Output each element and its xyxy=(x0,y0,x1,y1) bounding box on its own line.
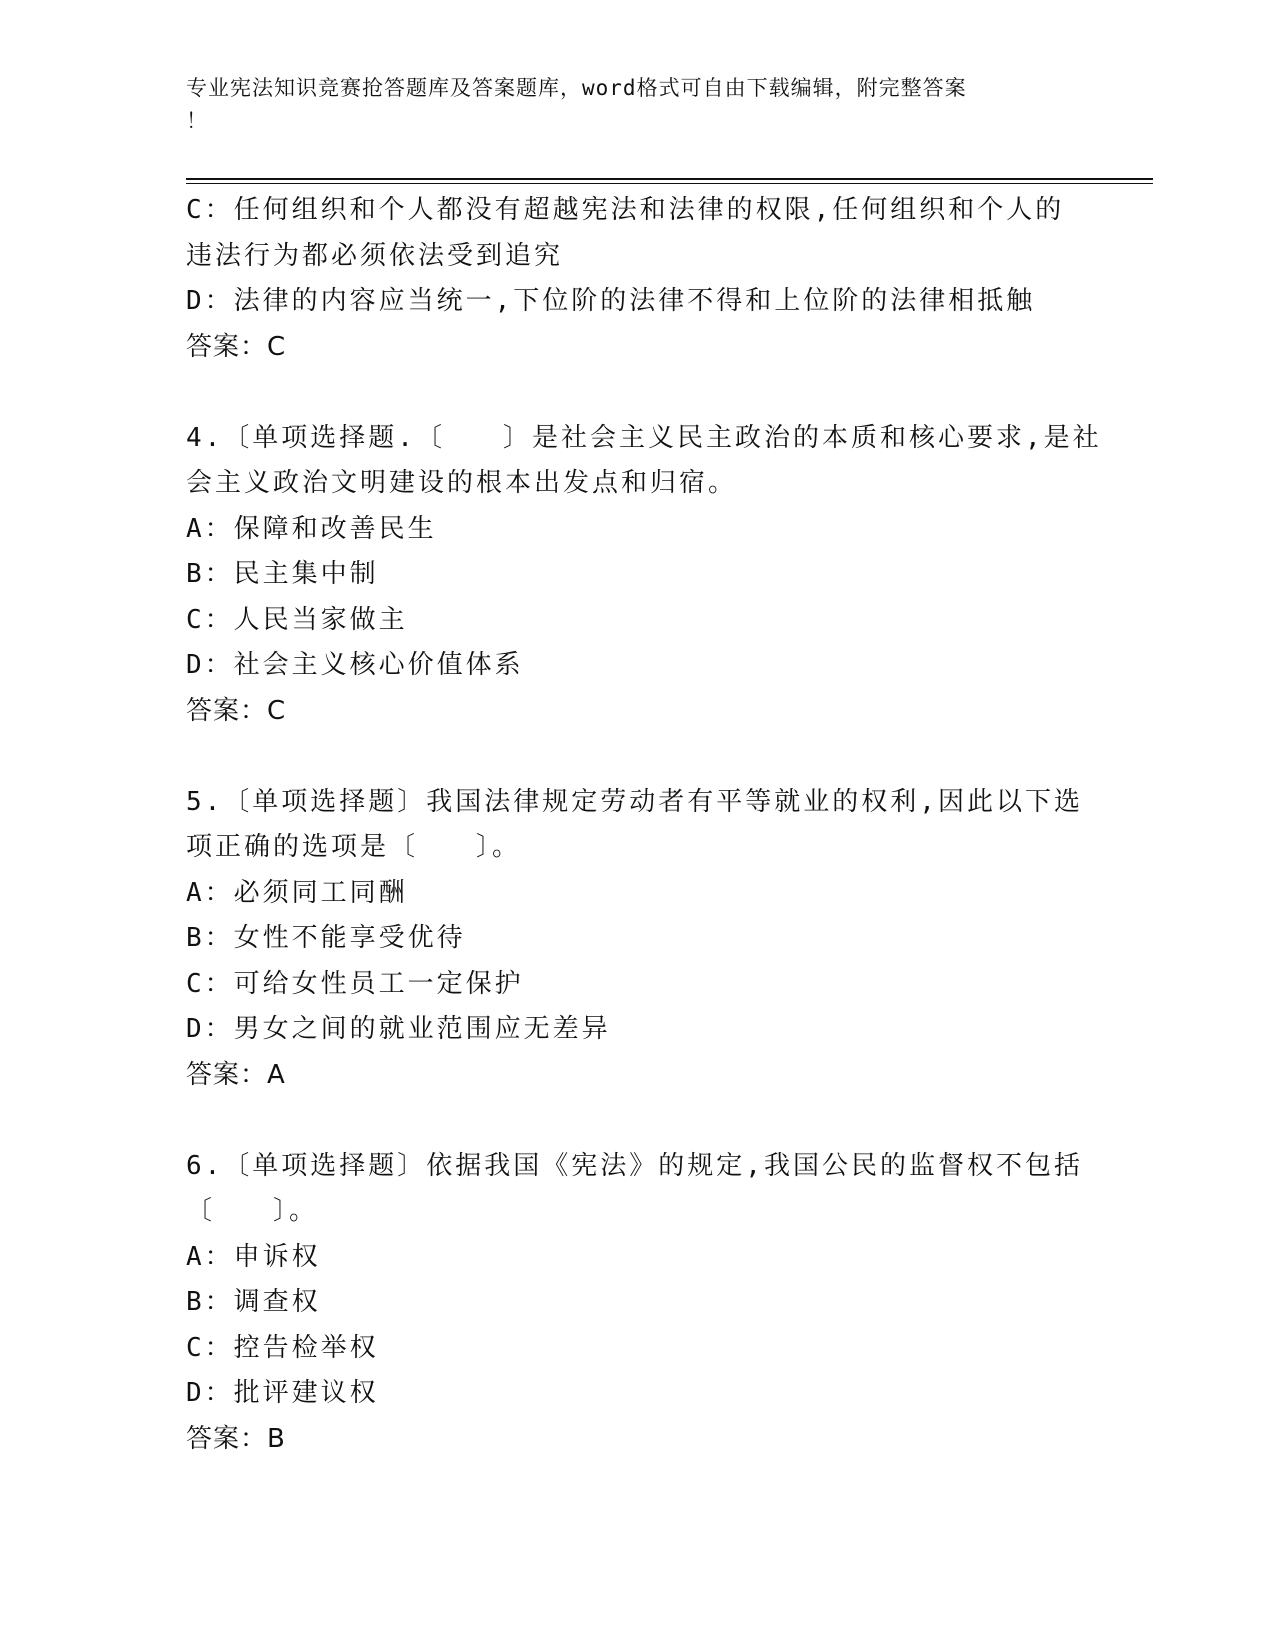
question-block-6 xyxy=(186,1144,1086,1463)
document-header xyxy=(186,72,1066,138)
option-d: D：男女之间的就业范围应无差异 xyxy=(186,1014,611,1044)
question-stem-line2: 项正确的选项是〔 〕。 xyxy=(186,832,522,862)
option-d: D：法律的内容应当统一,下位阶的法律不得和上位阶的法律相抵触 xyxy=(186,286,1036,316)
question-block-5 xyxy=(186,780,1086,1099)
option-c-line1: C：任何组织和个人都没有超越宪法和法律的权限,任何组织和个人的 xyxy=(186,195,1065,225)
header-text-line1: 专业宪法知识竞赛抢答题库及答案题库，word格式可自由下载编辑，附完整答案 xyxy=(186,76,967,100)
option-c: C：人民当家做主 xyxy=(186,604,408,635)
option-d: D：批评建议权 xyxy=(186,1378,379,1408)
answer-line: 答案：C xyxy=(186,331,287,362)
question-stem-line2: 〔 〕。 xyxy=(186,1196,319,1226)
header-divider-thick xyxy=(186,178,1153,180)
question-block-4 xyxy=(186,416,1102,735)
header-divider-thin xyxy=(186,183,1153,184)
answer-line: 答案：A xyxy=(186,1059,286,1090)
answer-line: 答案：B xyxy=(186,1423,286,1454)
option-b: B：民主集中制 xyxy=(186,559,379,589)
question-block-partial xyxy=(186,188,1086,370)
header-text-line2: ！ xyxy=(186,109,208,133)
option-b: B：调查权 xyxy=(186,1287,321,1317)
option-a: A：保障和改善民生 xyxy=(186,513,437,544)
answer-line: 答案：C xyxy=(186,695,287,726)
question-stem-line2: 会主义政治文明建设的根本出发点和归宿。 xyxy=(186,468,738,498)
option-b: B：女性不能享受优待 xyxy=(186,923,466,953)
question-stem-line1: 6.〔单项选择题〕依据我国《宪法》的规定,我国公民的监督权不包括 xyxy=(186,1150,1083,1181)
option-a: A：必须同工同酬 xyxy=(186,877,408,908)
question-list xyxy=(186,188,1102,1508)
option-c-line2: 违法行为都必须依法受到追究 xyxy=(186,240,564,271)
option-a: A：申诉权 xyxy=(186,1241,321,1272)
question-stem-line1: 5.〔单项选择题〕我国法律规定劳动者有平等就业的权利,因此以下选 xyxy=(186,786,1083,817)
question-stem-line1: 4.〔单项选择题.〔 〕是社会主义民主政治的本质和核心要求,是社 xyxy=(186,422,1102,453)
option-c: C：可给女性员工一定保护 xyxy=(186,968,524,999)
option-d: D：社会主义核心价值体系 xyxy=(186,650,524,680)
option-c: C：控告检举权 xyxy=(186,1332,379,1363)
